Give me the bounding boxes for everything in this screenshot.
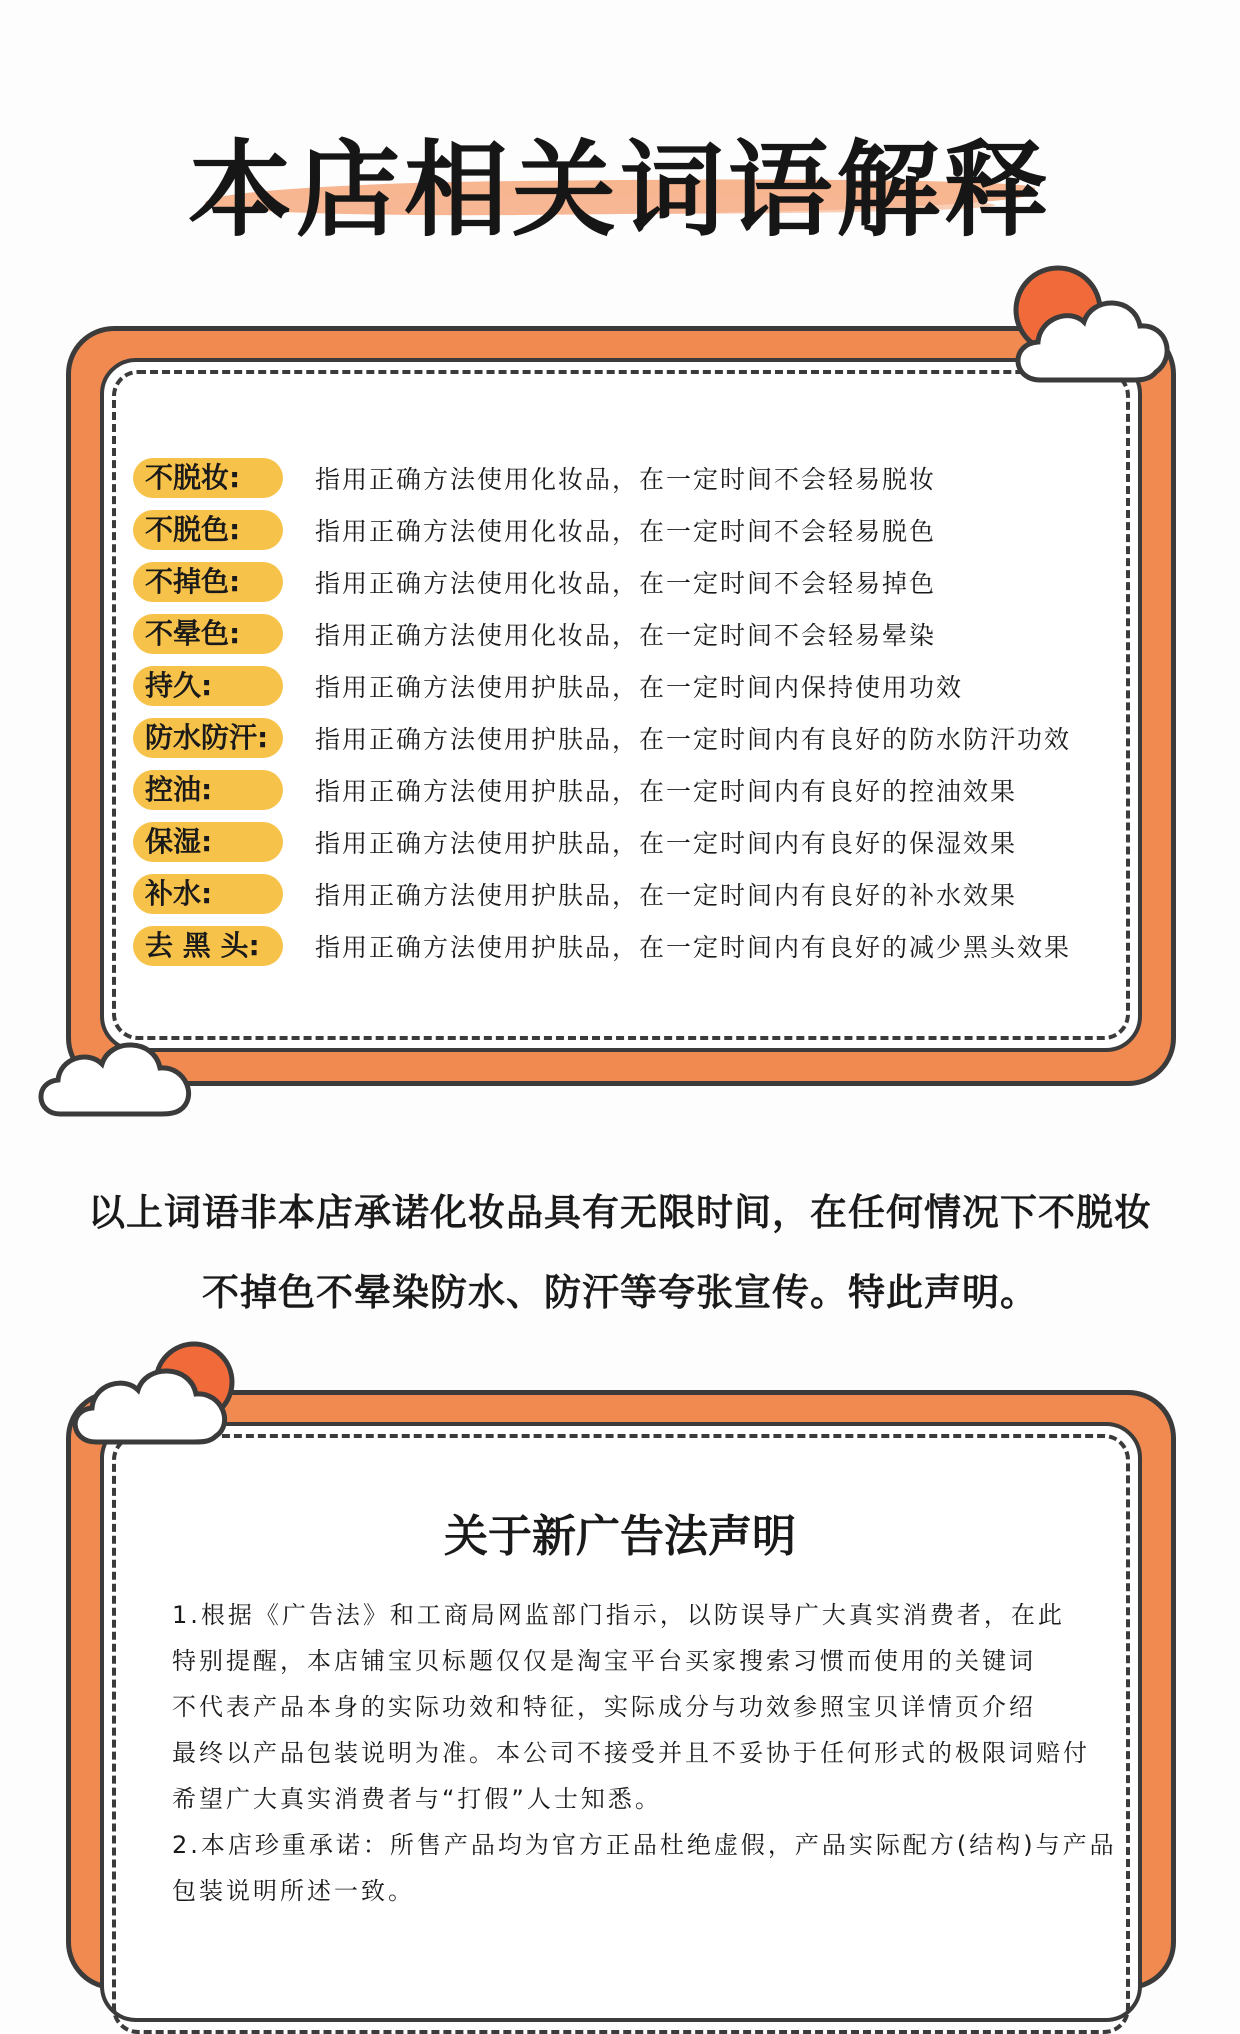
cloud-icon	[30, 1010, 210, 1128]
ad-law-title: 关于新广告法声明	[444, 1511, 796, 1562]
term-tag: 去 黑 头:	[133, 926, 283, 966]
term-row	[133, 608, 1133, 660]
term-tag: 保湿:	[133, 822, 283, 862]
term-row	[133, 920, 1133, 972]
ad-law-line: 2.本店珍重承诺：所售产品均为官方正品杜绝虚假，产品实际配方(结构)与产品	[172, 1831, 1117, 1859]
disclaimer-line-2: 不掉色不晕染防水、防汗等夸张宣传。特此声明。	[202, 1271, 1038, 1314]
term-description: 指用正确方法使用化妆品，在一定时间不会轻易掉色	[315, 569, 937, 598]
ad-law-text	[172, 1592, 1117, 1914]
term-row	[133, 868, 1133, 920]
term-tag: 不脱色:	[133, 510, 283, 550]
term-tag: 不晕色:	[133, 614, 283, 654]
term-tag: 持久:	[133, 666, 283, 706]
ad-law-line: 最终以产品包装说明为准。本公司不接受并且不妥协于任何形式的极限词赔付	[172, 1739, 1090, 1767]
term-list	[133, 452, 1133, 972]
term-description: 指用正确方法使用化妆品，在一定时间不会轻易脱妆	[315, 465, 937, 494]
sun-cloud-icon	[1000, 262, 1180, 402]
term-description: 指用正确方法使用化妆品，在一定时间不会轻易晕染	[315, 621, 937, 650]
ad-law-line: 包装说明所述一致。	[172, 1877, 415, 1905]
ad-law-line: 不代表产品本身的实际功效和特征，实际成分与功效参照宝贝详情页介绍	[172, 1693, 1036, 1721]
term-description: 指用正确方法使用护肤品，在一定时间内有良好的控油效果	[315, 777, 1018, 806]
term-tag: 防水防汗:	[133, 718, 283, 758]
page-title: 本店相关词语解释	[187, 129, 1052, 251]
disclaimer-line-1: 以上词语非本店承诺化妆品具有无限时间，在任何情况下不脱妆	[88, 1191, 1152, 1234]
term-tag: 补水:	[133, 874, 283, 914]
term-tag: 控油:	[133, 770, 283, 810]
term-row	[133, 452, 1133, 504]
term-row	[133, 556, 1133, 608]
term-row	[133, 660, 1133, 712]
term-row	[133, 504, 1133, 556]
sun-cloud-icon	[62, 1330, 252, 1460]
title-area	[0, 100, 1240, 251]
term-tag: 不掉色:	[133, 562, 283, 602]
term-row	[133, 816, 1133, 868]
term-description: 指用正确方法使用护肤品，在一定时间内有良好的保湿效果	[315, 829, 1018, 858]
term-row	[133, 764, 1133, 816]
ad-law-line: 1.根据《广告法》和工商局网监部门指示，以防误导广大真实消费者，在此	[172, 1601, 1065, 1629]
term-row	[133, 712, 1133, 764]
term-description: 指用正确方法使用护肤品，在一定时间内保持使用功效	[315, 673, 964, 702]
term-description: 指用正确方法使用护肤品，在一定时间内有良好的防水防汗功效	[315, 725, 1072, 754]
ad-law-line: 特别提醒，本店铺宝贝标题仅仅是淘宝平台买家搜索习惯而使用的关键词	[172, 1647, 1036, 1675]
term-description: 指用正确方法使用护肤品，在一定时间内有良好的补水效果	[315, 881, 1018, 910]
term-tag: 不脱妆:	[133, 458, 283, 498]
term-description: 指用正确方法使用化妆品，在一定时间不会轻易脱色	[315, 517, 937, 546]
ad-law-line: 希望广大真实消费者与“打假”人士知悉。	[172, 1785, 662, 1813]
term-description: 指用正确方法使用护肤品，在一定时间内有良好的减少黑头效果	[315, 933, 1072, 962]
